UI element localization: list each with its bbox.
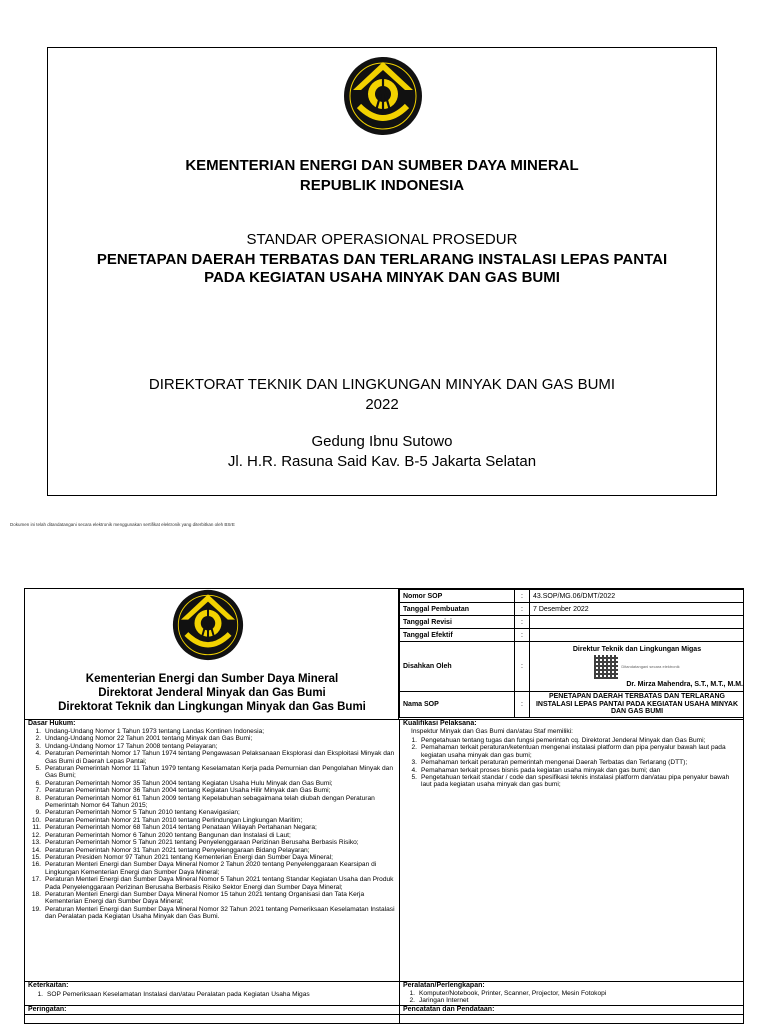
- divider: [25, 719, 744, 720]
- list-item-text: Peraturan Pemerintah Nomor 36 Tahun 2004 tentang Kegiatan Usaha Hilir Minyak dan Gas Bumi;: [45, 787, 331, 795]
- list-item-text: Peraturan Presiden Nomor 97 Tahun 2021 tentang Kementerian Energi dan Sumber Daya Mineral;: [45, 853, 333, 861]
- divider: [25, 1005, 744, 1006]
- disahkan-label: Disahkan Oleh: [400, 642, 515, 692]
- list-item-text: Undang-Undang Nomor 1 Tahun 1973 tentang Landas Kontinen Indonesia;: [45, 728, 265, 735]
- list-item-text: Undang-Undang Nomor 22 Tahun 2001 tentang Minyak dan Gas Bumi;: [45, 735, 253, 743]
- directorate-block: [48, 375, 716, 415]
- list-item-number: 4.: [35, 750, 41, 758]
- list-item-text: Pemahaman terkait peraturan/ketentuan mengenai instalasi platform dan pipa penyalur bawah laut pada kegiatan usaha minyak dan gas bumi;: [421, 744, 726, 759]
- list-item-number: 14.: [31, 846, 41, 854]
- column-divider: [399, 719, 400, 1024]
- list-item-text: Peraturan Menteri Energi dan Sumber Daya Mineral Nomor 32 Tahun 2021 tentang Pemeriksaan Keselamatan Instalasi dan Peralatan pada Kegiatan Usaha Minyak dan Gas Bumi.: [45, 905, 395, 921]
- list-item: [27, 861, 395, 876]
- list-item: [29, 991, 395, 998]
- peralatan-title: Peralatan/Perlengkapan:: [403, 982, 485, 989]
- sop-table-page: [24, 588, 744, 1024]
- list-item-number: 16.: [31, 861, 41, 869]
- list-item: [401, 990, 741, 997]
- nama-label: Nama SOP: [400, 692, 515, 718]
- meta-row-revisi: [400, 616, 745, 629]
- list-item-number: 11.: [32, 824, 41, 832]
- list-item: [27, 824, 395, 831]
- list-item: [27, 839, 395, 846]
- ministry-heading: [48, 156, 716, 196]
- list-item-number: 2.: [35, 735, 41, 743]
- list-item-number: 8.: [35, 794, 41, 802]
- list-item-number: 19.: [31, 905, 41, 913]
- list-item-number: 6.: [35, 779, 41, 787]
- list-item-text: Pengetahuan tentang tugas dan fungsi pemerintah cq. Direktorat Jenderal Minyak dan Gas Bumi;: [421, 737, 706, 744]
- sop-title: [48, 251, 716, 287]
- list-item-text: Peraturan Menteri Energi dan Sumber Daya Mineral Nomor 15 tahun 2021 tentang Organisasi dan Tata Kerja Kementerian Energi dan Sumber Daya Mineral;: [45, 890, 365, 906]
- list-item-text: Jaringan Internet: [419, 997, 469, 1005]
- kualifikasi-list: [403, 737, 741, 789]
- meta-row-nama: [400, 692, 745, 718]
- qr-code-icon: [594, 655, 618, 679]
- list-item: [401, 997, 741, 1004]
- ministry-line-2: REPUBLIK INDONESIA: [299, 177, 465, 194]
- colon: :: [515, 590, 530, 603]
- list-item-text: Peraturan Pemerintah Nomor 5 Tahun 2010 tentang Kenavigasian;: [45, 809, 240, 817]
- sop-label: STANDAR OPERASIONAL PROSEDUR: [246, 231, 518, 248]
- esign-note: Ditandatangani secara elektronik: [621, 664, 680, 669]
- meta-row-efektif: [400, 629, 745, 642]
- efektif-value: [530, 629, 745, 642]
- list-item-text: Pemahaman terkait proses bisnis pada kegiatan usaha minyak dan gas bumi; dan: [421, 766, 661, 774]
- list-item-text: Peraturan Pemerintah Nomor 6 Tahun 2020 tentang Bangunan dan Instalasi di Laut;: [45, 831, 291, 839]
- signature-cell: [530, 642, 745, 692]
- list-item: [27, 728, 395, 735]
- list-item: [27, 817, 395, 824]
- sop-title-line-1: PENETAPAN DAERAH TERBATAS DAN TERLARANG INSTALASI LEPAS PANTAI: [96, 251, 668, 268]
- list-item-number: 2.: [411, 744, 417, 752]
- list-item: [403, 767, 741, 774]
- sop-metadata-table: [399, 589, 744, 718]
- list-item: [27, 847, 395, 854]
- list-item-text: Pengetahuan terkait standar / code dan spesifikasi teknis instalasi platform dan/atau pipa penyalur bawah laut pada kegiatan usaha minyak dan gas bumi;: [421, 774, 730, 789]
- keterkaitan-list: [29, 991, 395, 998]
- meta-row-pembuatan: [400, 603, 745, 616]
- list-item: [27, 765, 395, 780]
- list-item-text: Peraturan Pemerintah Nomor 68 Tahun 2014 tentang Penataan Wilayah Pertahanan Negara;: [45, 824, 317, 832]
- kualifikasi-intro: Inspektur Minyak dan Gas Bumi dan/atau Staf memiliki:: [411, 728, 573, 735]
- list-item-number: 4.: [411, 766, 417, 774]
- institution-dirjen: Direktorat Jenderal Minyak dan Gas Bumi: [98, 687, 326, 699]
- institution-ministry: Kementerian Energi dan Sumber Daya Mineral: [85, 673, 339, 685]
- list-item-number: 17.: [31, 876, 41, 884]
- list-item: [27, 854, 395, 861]
- colon: :: [515, 603, 530, 616]
- kualifikasi-title: Kualifikasi Pelaksana:: [403, 720, 477, 727]
- meta-row-disahkan: [400, 642, 745, 692]
- list-item: [27, 787, 395, 794]
- list-item-number: 10.: [31, 816, 41, 824]
- dasar-hukum-title: Dasar Hukum:: [28, 720, 76, 727]
- list-item-number: 1.: [409, 990, 415, 997]
- list-item: [403, 759, 741, 766]
- list-item-text: Peraturan Pemerintah Nomor 35 Tahun 2004 tentang Kegiatan Usaha Hulu Minyak dan Gas Bumi;: [45, 779, 333, 787]
- list-item-number: 15.: [31, 853, 41, 861]
- colon: :: [515, 642, 530, 692]
- list-item: [27, 750, 395, 765]
- list-item-number: 18.: [31, 890, 41, 898]
- dasar-hukum-list: [27, 728, 395, 921]
- list-item-number: 2.: [409, 997, 415, 1005]
- list-item: [27, 809, 395, 816]
- list-item-number: 5.: [35, 765, 41, 773]
- efektif-label: Tanggal Efektif: [400, 629, 515, 642]
- revisi-value: [530, 616, 745, 629]
- list-item-text: Peraturan Pemerintah Nomor 17 Tahun 1974 tentang Pengawasan Pelaksanaan Eksplorasi dan Eksploitasi Minyak dan Gas Bumi di Daerah Lepas Pantai;: [45, 750, 395, 765]
- list-item-number: 1.: [35, 728, 41, 735]
- nomor-value: 43.SOP/MG.06/DMT/2022: [530, 590, 745, 603]
- street-address: Jl. H.R. Rasuna Said Kav. B-5 Jakarta Selatan: [227, 453, 537, 470]
- list-item-text: Peraturan Pemerintah Nomor 31 Tahun 2021 tentang Penyelenggaraan Bidang Pelayaran;: [45, 846, 310, 854]
- list-item: [403, 774, 741, 789]
- list-item-text: Pemahaman terkait peraturan pemerintah mengenai Daerah Terbatas dan Terlarang (DTT);: [421, 759, 688, 767]
- peringatan-title: Peringatan:: [28, 1006, 67, 1013]
- list-item-number: 3.: [411, 759, 417, 767]
- nomor-label: Nomor SOP: [400, 590, 515, 603]
- signer-name: Dr. Mirza Mahendra, S.T., M.T., M.M.: [626, 680, 743, 688]
- list-item-text: Peraturan Menteri Energi dan Sumber Daya Mineral Nomor 5 Tahun 2021 tentang Standar Kegiatan Usaha dan Produk Pada Penyelenggaraan Perizinan Berusaha Berbasis Risiko Sektor Energi dan Sumber Daya Mineral;: [45, 876, 394, 891]
- address-block: [48, 432, 716, 472]
- list-item-text: Undang-Undang Nomor 17 Tahun 2008 tentang Pelayaran;: [45, 742, 218, 750]
- list-item: [27, 876, 395, 891]
- esdm-logo-icon: [343, 56, 423, 136]
- list-item: [27, 795, 395, 810]
- list-item: [403, 744, 741, 759]
- esign-footnote: Dokumen ini telah ditandatangani secara elektronik menggunakan sertifikat elektronik yang diterbitkan oleh BSrE: [10, 522, 235, 527]
- list-item-number: 12.: [31, 831, 41, 839]
- building-name: Gedung Ibnu Sutowo: [311, 433, 453, 450]
- list-item-text: Peraturan Pemerintah Nomor 11 Tahun 1979 tentang Keselamatan Kerja pada Pemurnian dan Pengolahan Minyak dan Gas Bumi;: [45, 765, 393, 780]
- list-item: [27, 780, 395, 787]
- list-item-number: 3.: [35, 742, 41, 750]
- list-item-text: SOP Pemeriksaan Keselamatan Instalasi dan/atau Peralatan pada Kegiatan Usaha Migas: [47, 991, 310, 998]
- list-item-text: Peraturan Pemerintah Nomor 5 Tahun 2021 tentang Penyelenggaraan Perizinan Berusaha Berbasis Risiko;: [45, 839, 359, 847]
- list-item-text: Peraturan Menteri Energi dan Sumber Daya Mineral Nomor 2 Tahun 2020 tentang Penyelenggaraan Kearsipan di Lingkungan Kementerian Energi dan Sumber Daya Mineral;: [45, 861, 377, 876]
- list-item-number: 1.: [37, 991, 43, 998]
- colon: :: [515, 616, 530, 629]
- ministry-line-1: KEMENTERIAN ENERGI DAN SUMBER DAYA MINERAL: [185, 157, 579, 174]
- sop-cover-page: [47, 47, 717, 496]
- keterkaitan-title: Keterkaitan:: [28, 982, 69, 989]
- list-item: [27, 891, 395, 906]
- pembuatan-value: 7 Desember 2022: [530, 603, 745, 616]
- peralatan-list: [401, 990, 741, 1005]
- directorate-name: DIREKTORAT TEKNIK DAN LINGKUNGAN MINYAK DAN GAS BUMI: [148, 376, 616, 393]
- list-item-number: 9.: [35, 809, 41, 817]
- list-item: [403, 737, 741, 744]
- list-item: [27, 906, 395, 921]
- pembuatan-label: Tanggal Pembuatan: [400, 603, 515, 616]
- list-item: [27, 743, 395, 750]
- sop-title-line-2: PADA KEGIATAN USAHA MINYAK DAN GAS BUMI: [204, 269, 560, 286]
- list-item: [27, 832, 395, 839]
- meta-row-nomor: [400, 590, 745, 603]
- list-item-number: 7.: [35, 787, 41, 795]
- signer-title: Direktur Teknik dan Lingkungan Migas: [572, 645, 702, 653]
- list-item: [27, 735, 395, 742]
- revisi-label: Tanggal Revisi: [400, 616, 515, 629]
- institution-directorate: Direktorat Teknik dan Lingkungan Minyak dan Gas Bumi: [58, 701, 366, 713]
- list-item-number: 13.: [31, 839, 41, 847]
- colon: :: [515, 629, 530, 642]
- list-item-text: Peraturan Pemerintah Nomor 61 Tahun 2009 tentang Kepelabuhan sebagaimana telah diubah dengan Peraturan Pemerintah Nomor 64 Tahun 2015;: [45, 794, 375, 810]
- list-item-text: Komputer/Notebook, Printer, Scanner, Projector, Mesin Fotokopi: [419, 990, 607, 997]
- divider: [25, 981, 744, 982]
- list-item-number: 5.: [411, 774, 417, 782]
- esdm-logo-icon: [172, 589, 244, 661]
- institution-header: [25, 589, 399, 719]
- nama-value: PENETAPAN DAERAH TERBATAS DAN TERLARANG INSTALASI LEPAS PANTAI PADA KEGIATAN USAHA MINYAK DAN GAS BUMI: [530, 692, 745, 718]
- sop-year: 2022: [365, 396, 399, 413]
- divider: [25, 1014, 744, 1015]
- list-item-number: 1.: [411, 737, 417, 744]
- pencatatan-title: Pencatatan dan Pendataan:: [403, 1006, 495, 1013]
- colon: :: [515, 692, 530, 718]
- list-item-text: Peraturan Pemerintah Nomor 21 Tahun 2010 tentang Perlindungan Lingkungan Maritim;: [45, 816, 303, 824]
